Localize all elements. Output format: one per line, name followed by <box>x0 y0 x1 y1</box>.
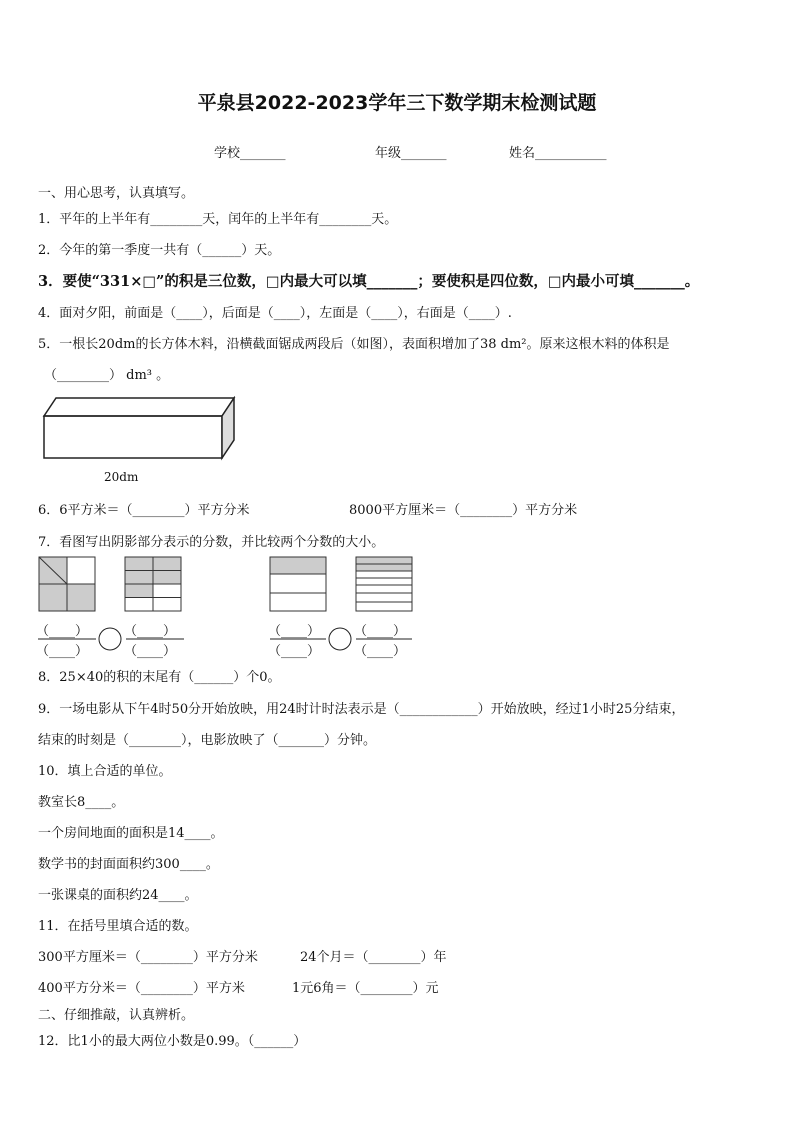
question-8: 8．25×40的积的末尾有（______）个0。 <box>38 670 281 685</box>
fraction-2-denominator: （____） <box>124 644 177 659</box>
section-heading-2: 二、仔细推敲，认真辨析。 <box>38 1008 195 1023</box>
question-11-item-4: 1元6角＝（________）元 <box>292 981 439 996</box>
question-11-item-3: 400平方分米＝（________）平方米 <box>38 981 245 996</box>
fraction-1-numerator: （____） <box>36 624 89 639</box>
question-2: 2．今年的第一季度一共有（______）天。 <box>38 243 281 258</box>
question-10-item-3: 数学书的封面面积约300____。 <box>38 857 219 872</box>
fraction-1-denominator: （____） <box>36 644 89 659</box>
school-field: 学校_______ <box>214 146 286 161</box>
question-3: 3．要使“331×□”的积是三位数，□内最大可以填_______；要使积是四位数，□内最小可填_______。 <box>38 273 700 290</box>
grade-field: 年级_______ <box>375 146 447 161</box>
page-title: 平泉县2022-2023学年三下数学期末检测试题 <box>197 92 597 114</box>
name-field: 姓名___________ <box>509 146 607 161</box>
fraction-figure-2 <box>124 556 182 612</box>
fraction-3-numerator: （____） <box>268 624 321 639</box>
question-5-line-1: 5．一根长20dm的长方体木料，沿横截面锯成两段后（如图），表面积增加了38 dm²。原来这根木料的体积是 <box>38 337 670 352</box>
compare-circle-1 <box>98 627 122 651</box>
fraction-3-denominator: （____） <box>268 644 321 659</box>
cuboid-length-label: 20dm <box>104 470 139 484</box>
compare-circle-2 <box>328 627 352 651</box>
fraction-figure-1 <box>38 556 96 612</box>
question-9-line-1: 9．一场电影从下午4时50分开始放映，用24时计时法表示是（____________）开始放映，经过1小时25分结束， <box>38 702 685 717</box>
fraction-2-numerator: （____） <box>124 624 177 639</box>
question-7: 7．看图写出阴影部分表示的分数，并比较两个分数的大小。 <box>38 535 385 550</box>
question-12: 12．比1小的最大两位小数是0.99。（______） <box>38 1034 307 1049</box>
question-9-line-2: 结束的时刻是（________），电影放映了（_______）分钟。 <box>38 733 377 748</box>
question-10-item-4: 一张课桌的面积约24____。 <box>38 888 198 903</box>
fraction-figure-3 <box>269 556 327 612</box>
section-heading-1: 一、用心思考，认真填写。 <box>38 186 195 201</box>
question-6-part-1: 6．6平方米＝（________）平方分米 <box>38 503 250 518</box>
question-11-item-1: 300平方厘米＝（________）平方分米 <box>38 950 258 965</box>
fraction-figure-4 <box>355 556 413 612</box>
question-10: 10．填上合适的单位。 <box>38 764 172 779</box>
question-10-item-1: 教室长8____。 <box>38 795 125 810</box>
fraction-4-numerator: （____） <box>354 624 407 639</box>
fraction-4-denominator: （____） <box>354 644 407 659</box>
cuboid-figure <box>40 396 240 464</box>
question-6-part-2: 8000平方厘米＝（________）平方分米 <box>349 503 578 518</box>
question-10-item-2: 一个房间地面的面积是14____。 <box>38 826 224 841</box>
question-11-item-2: 24个月＝（________）年 <box>300 950 447 965</box>
question-4: 4．面对夕阳，前面是（____），后面是（____），左面是（____），右面是（____）. <box>38 306 512 321</box>
question-5-line-2: （________） dm³ 。 <box>44 368 170 383</box>
question-1: 1．平年的上半年有________天，闰年的上半年有________天。 <box>38 212 398 227</box>
question-11: 11．在括号里填合适的数。 <box>38 919 198 934</box>
